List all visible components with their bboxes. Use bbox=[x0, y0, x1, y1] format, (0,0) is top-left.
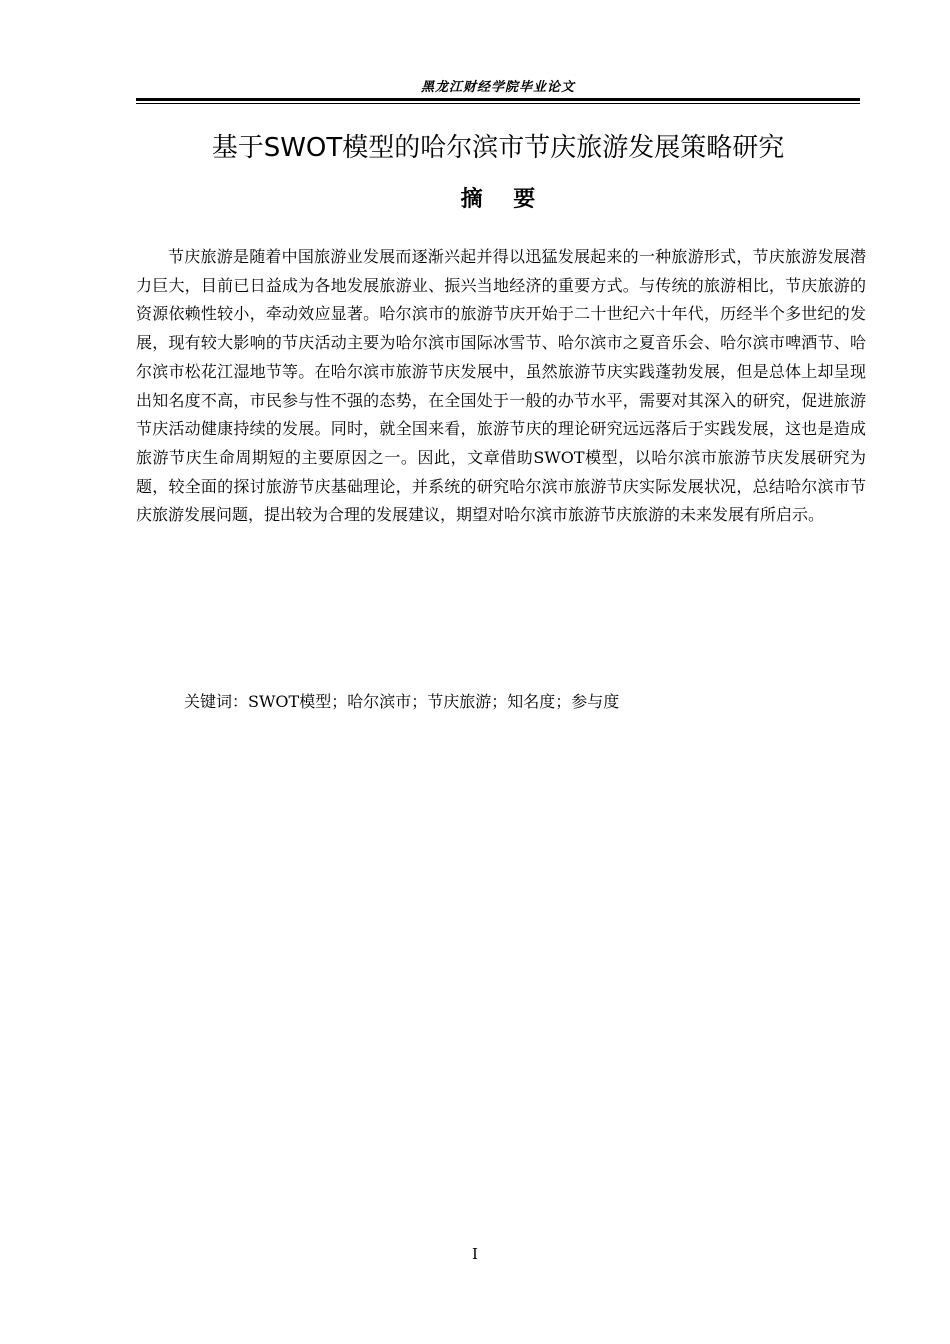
document-title: 基于SWOT模型的哈尔滨市节庆旅游发展策略研究 bbox=[211, 133, 785, 163]
abstract-body: 节庆旅游是随着中国旅游业发展而逐渐兴起并得以迅猛发展起来的一种旅游形式，节庆旅游发展潜力巨大，目前已日益成为各地发展旅游业、振兴当地经济的重要方式。与传统的旅游相比，节庆旅游的资源依赖性较小，牵动效应显著。哈尔滨市的旅游节庆开始于二十世纪六十年代，历经半个多世纪的发展，现有较大影响的节庆活动主要为哈尔滨市国际冰雪节、哈尔滨市之夏音乐会、哈尔滨市啤酒节、哈尔滨市松花江湿地节等。在哈尔滨市旅游节庆发展中，虽然旅游节庆实践蓬勃发展，但是总体上却呈现出知名度不高，市民参与性不强的态势，在全国处于一般的办节水平，需要对其深入的研究，促进旅游节庆活动健康持续的发展。同时，就全国来看，旅游节庆的理论研究远远落后于实践发展，这也是造成旅游节庆生命周期短的主要原因之一。因此，文章借助SWOT模型，以哈尔滨市旅游节庆发展研究为题，较全面的探讨旅游节庆基础理论，并系统的研究哈尔滨市旅游节庆实际发展状况，总结哈尔滨市节庆旅游发展问题，提出较为合理的发展建议，期望对哈尔滨市旅游节庆旅游的未来发展有所启示。 bbox=[136, 247, 866, 525]
keywords-line bbox=[184, 690, 864, 714]
header-rule-thin bbox=[136, 103, 860, 104]
page-number: I bbox=[472, 1245, 478, 1263]
abstract-heading: 摘 要 bbox=[460, 187, 536, 212]
keywords-text: SWOT模型；哈尔滨市；节庆旅游；知名度；参与度 bbox=[248, 692, 620, 711]
keywords-label: 关键词： bbox=[184, 692, 249, 711]
header-rule-thick bbox=[136, 98, 860, 101]
header-rule bbox=[136, 98, 860, 104]
running-header: 黑龙江财经学院毕业论文 bbox=[420, 80, 575, 95]
